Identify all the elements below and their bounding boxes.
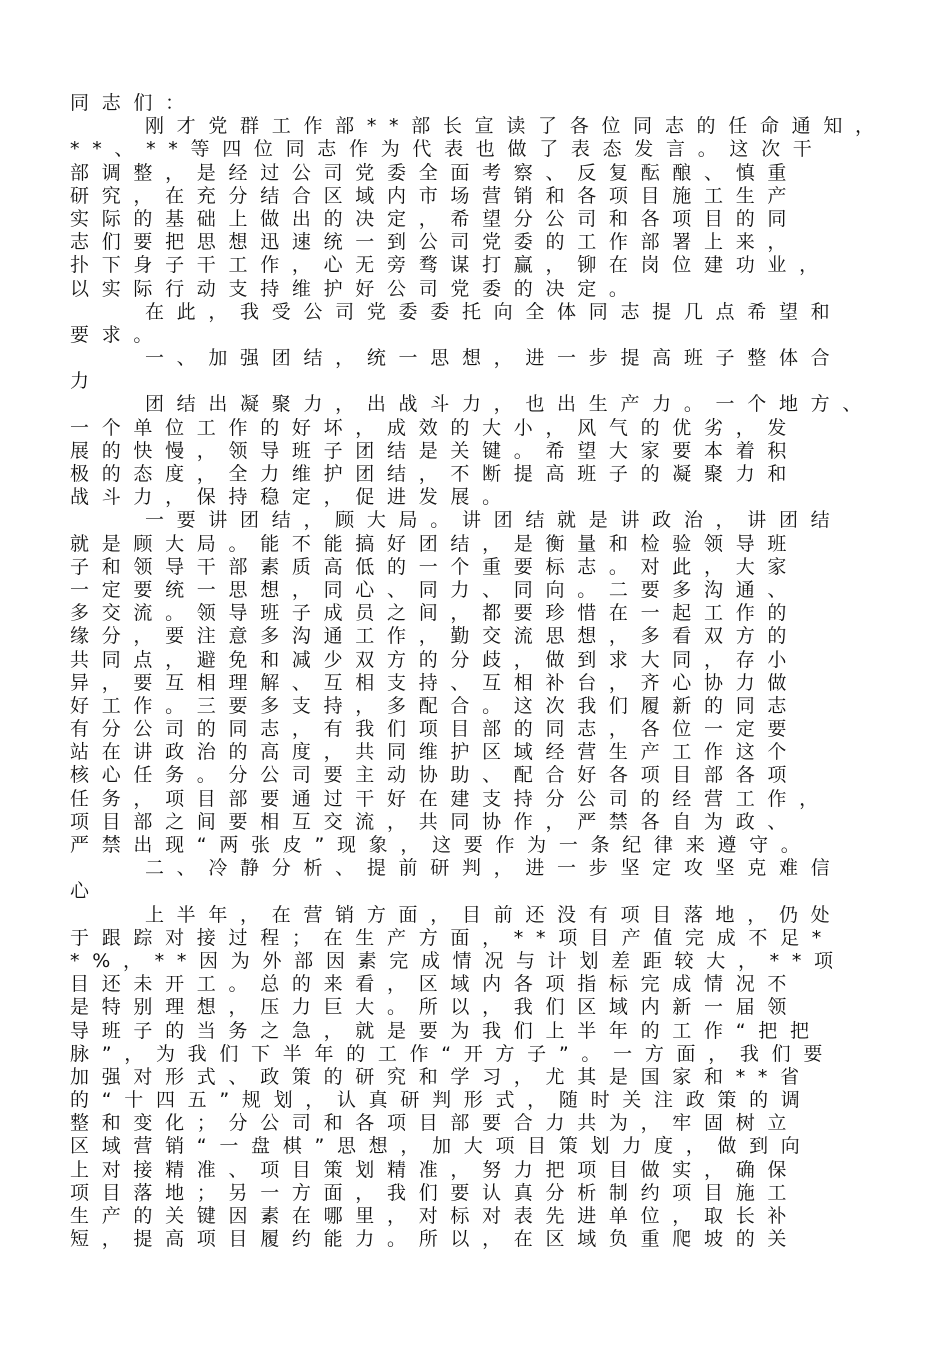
text-line: 任务，项目部要通过干好在建支持分公司的经营工作， (70, 787, 831, 810)
text-line: 志们要把思想迅速统一到公司党委的工作部署上来， (70, 231, 800, 254)
text-line: 导班子的当务之急，就是要为我们上半年的工作“把把 (70, 1019, 822, 1042)
text-line: 整和变化；分公司和各项目部要合力共为，牢固树立 (70, 1112, 800, 1135)
text-line: 战斗力，保持稳定，促进发展。 (70, 486, 514, 509)
text-line: 共同点，避免和减少双方的分歧，做到求大同，存小 (70, 648, 800, 671)
text-line: 上对接精准、项目策划精准，努力把项目做实，确保 (70, 1158, 800, 1181)
text-line: 研究，在充分结合区域内市场营销和各项目施工生产 (70, 184, 800, 207)
text-line: 站在讲政治的高度，共同维护区域经营生产工作这个 (70, 741, 800, 764)
text-line: 是特别理想，压力巨大。所以，我们区域内新一届领 (70, 996, 800, 1019)
text-line: 有分公司的同志，有我们项目部的同志，各位一定要 (70, 718, 800, 741)
text-line: 于跟踪对接过程；在生产方面，**项目产值完成不足* (70, 926, 835, 949)
text-line: 目还未开工。总的来看，区域内各项指标完成情况不 (70, 973, 800, 996)
section-heading: 力 (70, 370, 102, 393)
text-line: 项目落地；另一方面，我们要认真分析制约项目施工 (70, 1181, 800, 1204)
text-line: 生产的关键因素在哪里，对标对表先进单位，取长补 (70, 1205, 800, 1227)
text-line: 严禁出现“两张皮”现象，这要作为一条纪律来遵守。 (70, 834, 813, 856)
text-line: 异，要互相理解、互相支持、互相补台，齐心协力做 (70, 671, 800, 694)
text-line: 一要讲团结，顾大局。讲团结就是讲政治，讲团结 (70, 509, 843, 532)
text-line: 脉”，为我们下半年的工作“开方子”。一方面，我们要 (70, 1042, 836, 1065)
section-heading: 二、冷静分析、提前研判，进一步坚定攻坚克难信 (70, 857, 843, 880)
text-line: 多交流。领导班子成员之间，都要珍惜在一起工作的 (70, 602, 800, 625)
text-line: 部调整，是经过公司党委全面考察、反复酝酿、慎重 (70, 161, 800, 184)
text-line: 展的快慢，领导班子团结是关键。希望大家要本着积 (70, 439, 800, 462)
text-line: 加强对形式、政策的研究和学习，尤其是国家和**省 (70, 1065, 812, 1088)
text-line: **、**等四位同志作为代表也做了表态发言。这次干 (70, 138, 825, 161)
text-line: 以实际行动支持维护好公司党委的决定。 (70, 277, 641, 300)
text-line: 极的态度，全力维护团结，不断提高班子的凝聚力和 (70, 463, 800, 485)
text-line: 团结出凝聚力，出战斗力，也出生产力。一个地方、 (70, 393, 875, 416)
text-line: 刚才党群工作部**部长宣读了各位同志的任命通知， (70, 115, 887, 138)
section-heading: 心 (70, 880, 102, 903)
text-line: 同志们： (70, 92, 197, 114)
text-line: 一定要统一思想，同心、同力、同向。二要多沟通、 (70, 578, 800, 601)
text-line: 在此，我受公司党委委托向全体同志提几点希望和 (70, 300, 843, 323)
text-line: 一个单位工作的好坏，成效的大小，风气的优劣，发 (70, 416, 800, 439)
text-line: 要求。 (70, 323, 166, 346)
text-line: 短，提高项目履约能力。所以，在区域负重爬坡的关 (70, 1228, 800, 1251)
text-line: 就是顾大局。能不能搞好团结，是衡量和检验领导班 (70, 532, 800, 555)
text-line: *%，**因为外部因素完成情况与计划差距较大，**项 (70, 949, 846, 972)
text-line: 项目部之间要相互交流，共同协作，严禁各自为政、 (70, 810, 800, 833)
text-line: 好工作。三要多支持，多配合。这次我们履新的同志 (70, 694, 800, 717)
text-line: 的“十四五”规划，认真研判形式，随时关注政策的调 (70, 1089, 813, 1112)
text-line: 子和领导干部素质高低的一个重要标志。对此，大家 (70, 555, 800, 578)
text-line: 扑下身子干工作，心无旁骛谋打赢，铆在岗位建功业， (70, 254, 831, 277)
text-line: 区域营销“一盘棋”思想，加大项目策划力度，做到向 (70, 1135, 813, 1158)
text-line: 上半年，在营销方面，目前还没有项目落地，仍处 (70, 903, 843, 926)
text-line: 核心任务。分公司要主动协助、配合好各项目部各项 (70, 764, 800, 787)
text-line: 实际的基础上做出的决定，希望分公司和各项目的同 (70, 207, 800, 230)
document-body (70, 92, 890, 1251)
text-line: 缘分，要注意多沟通工作，勤交流思想，多看双方的 (70, 625, 800, 648)
section-heading: 一、加强团结，统一思想，进一步提高班子整体合 (70, 347, 843, 370)
